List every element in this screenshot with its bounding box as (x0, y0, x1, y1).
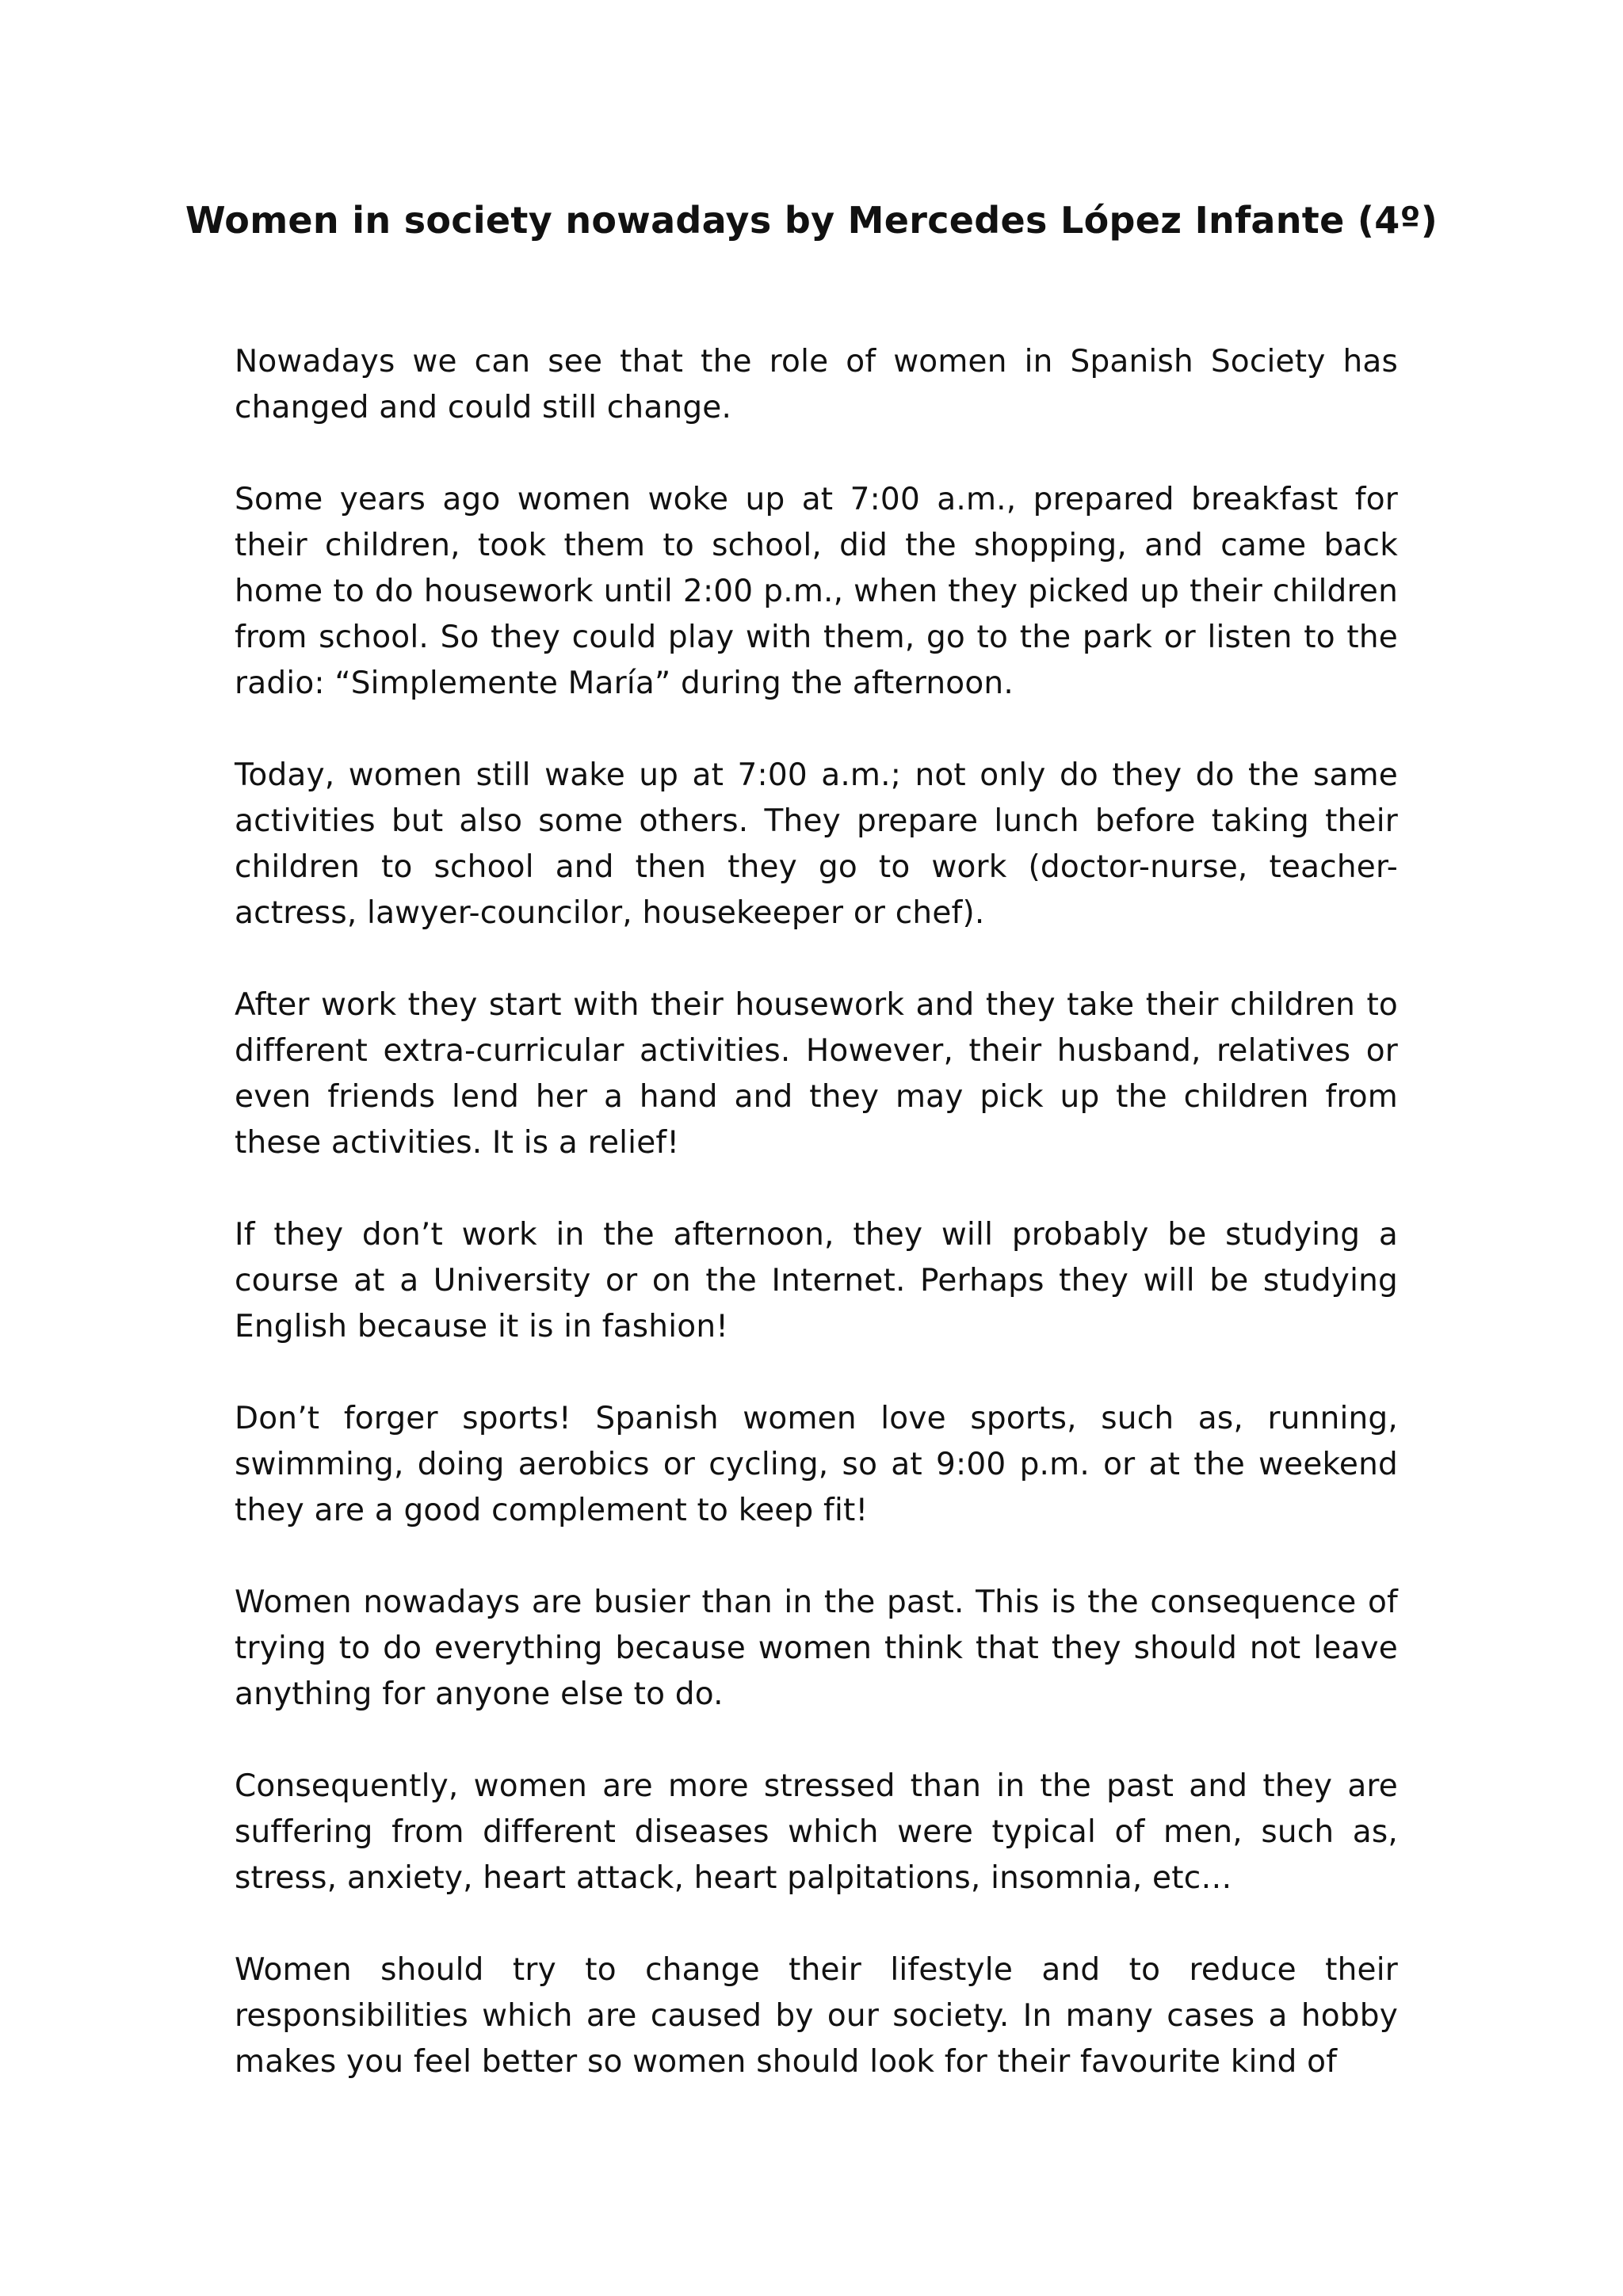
paragraph-past-routine: Some years ago women woke up at 7:00 a.m., prepared breakfast for their children, took them to school, did the shopping, and came back home to do housework until 2:00 p.m., when they picked up their children from school. So they could play with them, go to the park or listen to the radio: “Simplemente María” during the afternoon. (235, 482, 1398, 701)
paragraph-sports: Don’t forger sports! Spanish women love sports, such as, running, swimming, doing aerobics or cycling, so at 9:00 p.m. or at the weekend they are a good complement to keep fit! (235, 1401, 1398, 1528)
paragraph-today-routine: Today, women still wake up at 7:00 a.m.; not only do they do the same activities but also some others. They prepare lunch before taking their children to school and then they go to work (doctor-nurse, teacher-actress, lawyer-councilor, housekeeper or chef). (235, 757, 1398, 931)
paragraph-intro: Nowadays we can see that the role of women in Spanish Society has changed and could still change. (235, 344, 1398, 425)
document-body (235, 339, 1398, 2131)
paragraph-busier: Women nowadays are busier than in the past. This is the consequence of trying to do everything because women think that they should not leave anything for anyone else to do. (235, 1585, 1398, 1712)
document-title: Women in society nowadays by Mercedes López Infante (4º) (185, 199, 1438, 242)
paragraph-lifestyle: Women should try to change their lifestyle and to reduce their responsibilities which are caused by our society. In many cases a hobby makes you feel better so women should look for their favourite kind of (235, 1952, 1398, 2080)
paragraph-studying: If they don’t work in the afternoon, they will probably be studying a course at a University or on the Internet. Perhaps they will be studying English because it is in fashion! (235, 1217, 1398, 1344)
paragraph-after-work: After work they start with their housework and they take their children to different extra-curricular activities. However, their husband, relatives or even friends lend her a hand and they may pick up the children from these activities. It is a relief! (235, 987, 1398, 1161)
paragraph-stress: Consequently, women are more stressed than in the past and they are suffering from different diseases which were typical of men, such as, stress, anxiety, heart attack, heart palpitations, insomnia, etc… (235, 1768, 1398, 1896)
